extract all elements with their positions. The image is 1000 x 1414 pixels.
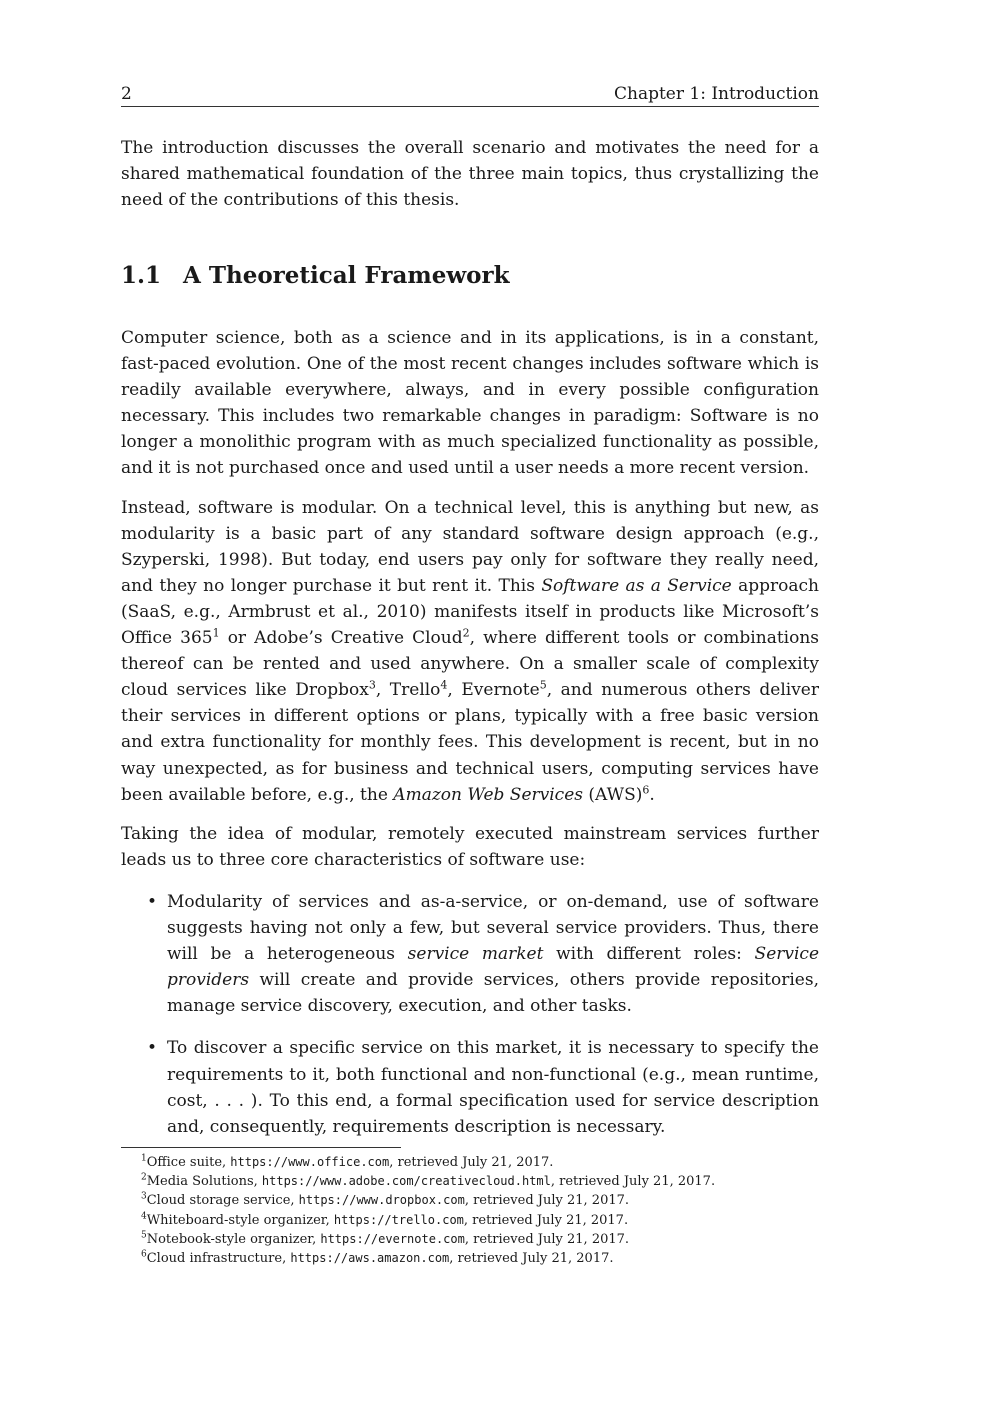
footnote-text: , retrieved July 21, 2017.	[550, 1174, 716, 1190]
page-number: 2	[121, 84, 132, 104]
intro-paragraph: The introduction discusses the overall scenario and motivates the need for a shared mathematical foundation of the three main topics, thus crystallizing the need of the contributions of this thesis.	[121, 138, 819, 211]
footnote-link[interactable]: https://trello.com	[333, 1212, 464, 1227]
paragraph-3: Taking the idea of modular, remotely executed mainstream services further leads us to three core characteristics of software use:	[121, 823, 819, 870]
aws-term: Amazon Web Services	[393, 784, 583, 805]
footnote-ref-3[interactable]: 3	[368, 678, 376, 692]
list-item	[121, 889, 819, 1019]
footnote-ref-5[interactable]: 5	[539, 678, 547, 692]
text-run: .	[649, 784, 655, 805]
footnote-text: , retrieved July 21, 2017.	[463, 1212, 629, 1228]
text-run: , Evernote	[447, 680, 540, 701]
text-run: Modularity of services and as-a-service, or on-demand, use of software suggests having not only a few, but several service providers. Thus, there will be a heterogeneous	[167, 892, 819, 965]
bullet-icon: •	[147, 1038, 158, 1059]
text-run: , and numerous others deliver their services in different options or plans, typically with a free basic version and extra functionality for monthly fees. This development is recent, but in no way unexpected, as for business and technical users, computing services have been available before, e.g., the	[121, 680, 819, 805]
characteristics-list	[121, 889, 819, 1140]
footnote-text: , retrieved July 21, 2017.	[464, 1231, 630, 1247]
section-title: A Theoretical Framework	[183, 262, 510, 289]
footnote-number: 4	[141, 1211, 147, 1222]
footnote-text: , retrieved July 21, 2017.	[449, 1251, 614, 1267]
text-run: Instead, software is modular. On a technical level, this is anything but new, as modularity is a basic part of any standard software design approach (e.g., Szyperski, 1998). But today, end users pay only for software they really need, and they no longer purchase it but rent it. This	[121, 497, 819, 596]
footnote-ref-1[interactable]: 1	[212, 626, 220, 640]
footnote-ref-2[interactable]: 2	[462, 626, 470, 640]
chapter-title: Chapter 1: Introduction	[613, 84, 819, 104]
footnote-text: , retrieved July 21, 2017.	[464, 1193, 630, 1209]
text-run: (AWS)	[583, 784, 643, 805]
text-run: To discover a specific service on this market, it is necessary to specify the requirements to it, both functional and non-functional (e.g., mean runtime, cost, . . . ). To this end, a formal specification used for service description and, consequently, requirements description is necessary.	[167, 1038, 819, 1137]
text-run: or Adobe’s Creative Cloud	[219, 628, 463, 649]
footnote-link[interactable]: https://evernote.com	[320, 1231, 465, 1246]
footnote-number: 1	[141, 1153, 147, 1164]
footnote-number: 6	[141, 1249, 147, 1260]
footnote	[141, 1153, 821, 1172]
text-run: will create and provide services, others provide repositories, manage service discovery, execution, and other tasks.	[167, 970, 819, 1017]
section-body	[121, 325, 819, 873]
footnote-link[interactable]: https://www.office.com	[230, 1155, 390, 1169]
paragraph-2	[121, 495, 819, 808]
footnote	[141, 1249, 821, 1268]
section-heading	[121, 262, 510, 289]
footnote-text: , retrieved July 21, 2017.	[389, 1155, 554, 1170]
footnote	[141, 1172, 821, 1191]
footnote	[141, 1191, 821, 1210]
list-item	[121, 1035, 819, 1139]
bullet-icon: •	[147, 892, 158, 912]
emphasis: service market	[407, 944, 544, 965]
section-number: 1.1	[121, 262, 162, 289]
emphasis: Service providers	[167, 944, 820, 991]
footnote-text: Media Solutions,	[146, 1174, 262, 1190]
footnote-link[interactable]: https://www.adobe.com/creativecloud.html	[261, 1174, 551, 1189]
footnote-link[interactable]: https://aws.amazon.com	[290, 1251, 450, 1266]
footnote-text: Whiteboard-style organizer,	[146, 1212, 334, 1228]
text-run: , Trello	[375, 680, 441, 701]
saas-term: Software as a Service	[541, 575, 732, 596]
footnote-number: 2	[141, 1172, 147, 1183]
footnote-number: 5	[141, 1230, 147, 1241]
paragraph-1: Computer science, both as a science and in its applications, is in a constant, fast-paced evolution. One of the most recent changes includes software which is readily available everywhere, always, and in every possible configuration necessary. This includes two remarkable changes in paradigm: Software is no longer a monolithic program with as much specialized functionality as possible, and it is not purchased once and used until a user needs a more recent version.	[121, 328, 819, 479]
footnote-ref-4[interactable]: 4	[440, 678, 448, 692]
footnote	[141, 1211, 821, 1230]
footnote-ref-6[interactable]: 6	[642, 782, 650, 796]
footnote-text: Cloud infrastructure,	[146, 1251, 291, 1267]
text-run: with different roles:	[543, 944, 755, 965]
footnote-text: Office suite,	[146, 1155, 231, 1170]
footnotes	[141, 1153, 821, 1268]
footnote-link[interactable]: https://www.dropbox.com	[298, 1193, 465, 1208]
footnote-divider	[121, 1147, 401, 1148]
running-header	[121, 82, 819, 107]
footnote-number: 3	[141, 1192, 147, 1203]
footnote-text: Cloud storage service,	[146, 1193, 299, 1209]
footnote	[141, 1230, 821, 1249]
footnote-text: Notebook-style organizer,	[146, 1231, 321, 1247]
text-run: approach (SaaS, e.g., Armbrust et al., 2010) manifests itself in products like Microsoft’s Office 365	[121, 575, 819, 649]
text-run: , where different tools or combinations thereof can be rented and used anywhere. On a smaller scale of complexity cloud services like Dropbox	[121, 628, 820, 701]
